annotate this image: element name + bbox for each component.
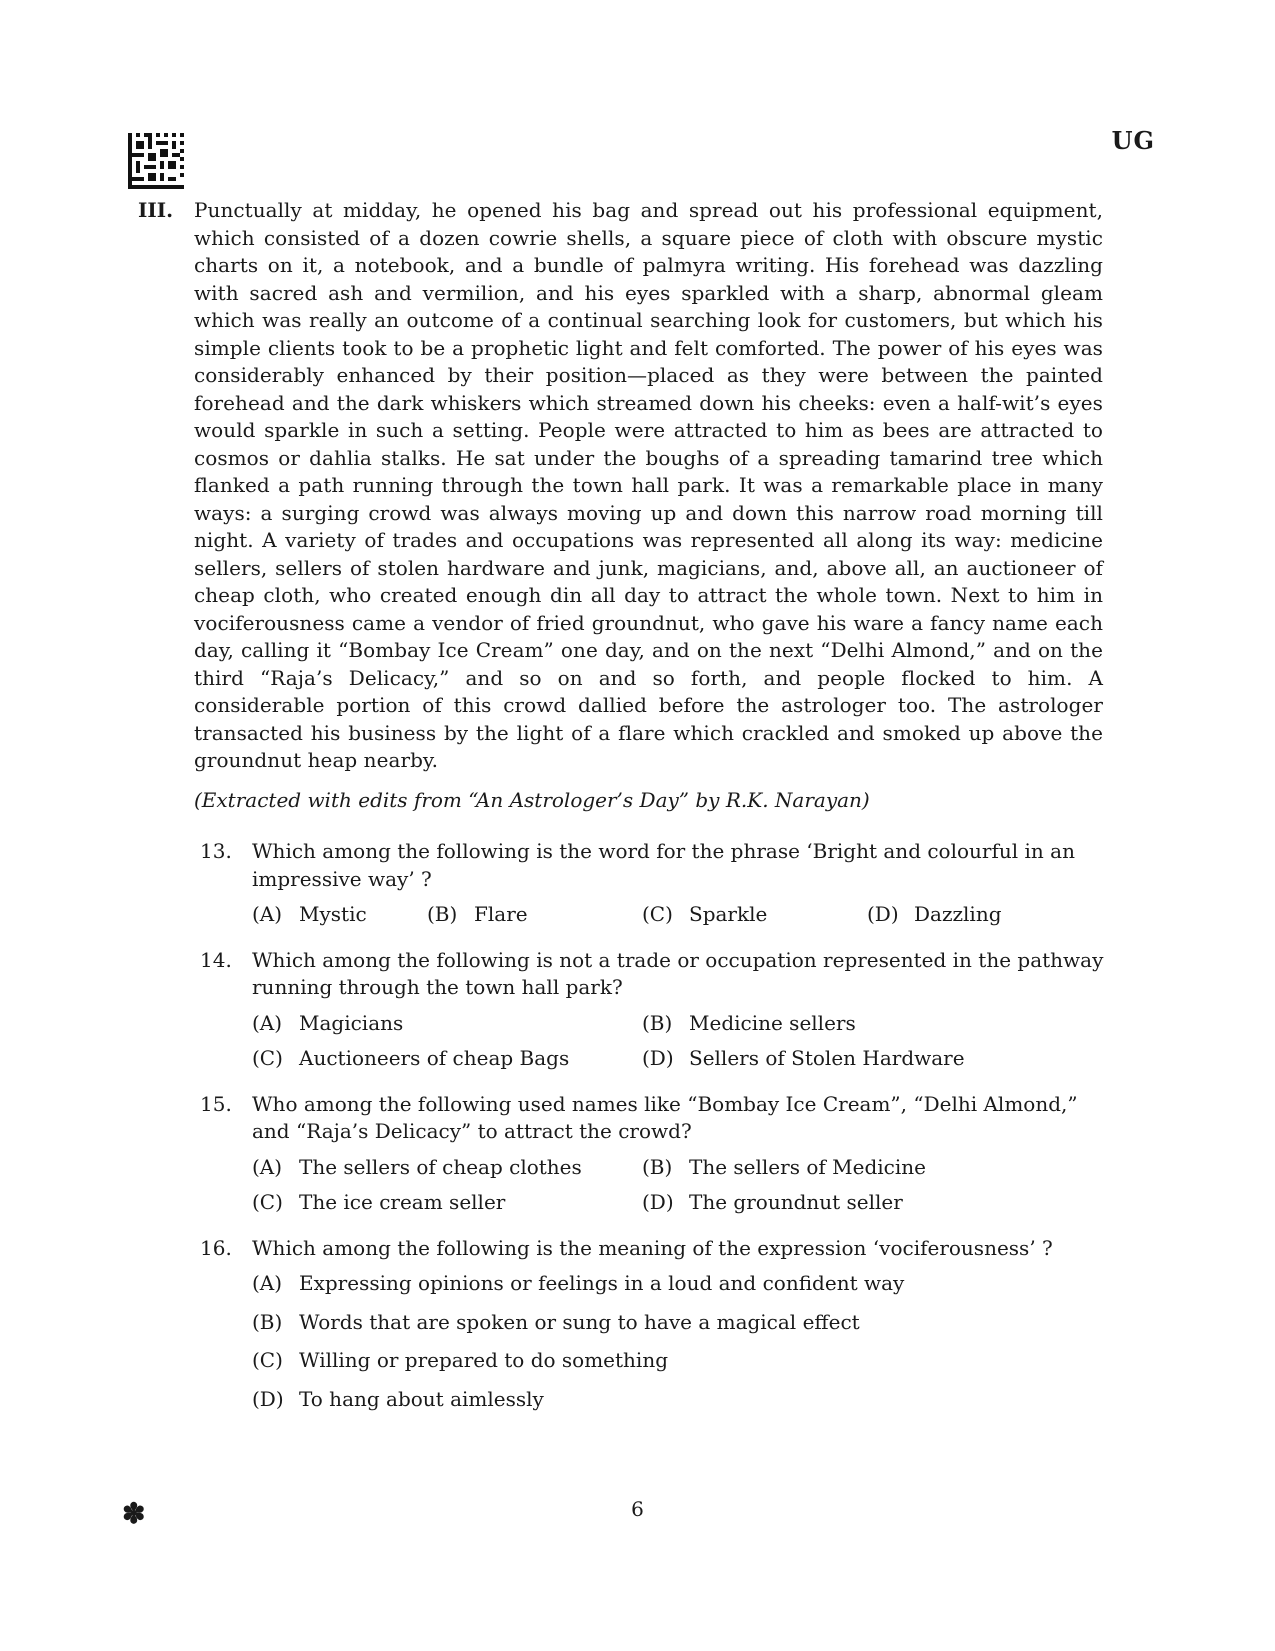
question-number: 13. (200, 839, 232, 863)
option-text: Words that are spoken or sung to have a magical effect (299, 1309, 860, 1334)
option-text: The sellers of Medicine (689, 1154, 926, 1179)
option-label: (B) (252, 1309, 283, 1334)
option-label: (C) (252, 1046, 283, 1070)
question-number: 16. (200, 1235, 232, 1260)
option-c[interactable] (642, 901, 867, 929)
option-text: The sellers of cheap clothes (299, 1154, 582, 1179)
page-number: 6 (631, 1497, 644, 1521)
question-text: Which among the following is the meaning of the expression ‘vociferousness’ ? (252, 1235, 1053, 1260)
option-d[interactable] (642, 1045, 1032, 1073)
option-label: (B) (427, 902, 458, 926)
option-b[interactable] (427, 901, 642, 929)
option-text: Expressing opinions or feelings in a loud and confident way (299, 1271, 905, 1295)
section-number: III. (138, 198, 174, 222)
option-text: To hang about aimlessly (299, 1386, 544, 1411)
option-text: Mystic (299, 902, 367, 926)
option-label: (A) (252, 1010, 283, 1035)
option-c[interactable] (252, 1045, 642, 1073)
option-text: Magicians (299, 1010, 404, 1035)
option-d[interactable] (642, 1189, 1032, 1217)
option-label: (B) (642, 1010, 673, 1035)
option-text: Auctioneers of cheap Bags (299, 1046, 570, 1070)
passage-source: (Extracted with edits from “An Astrologer’s Day” by R.K. Narayan) (194, 787, 870, 812)
option-b[interactable] (252, 1309, 860, 1337)
question-text: Which among the following is not a trade or occupation represented in the pathway running through the town hall park? (252, 947, 1104, 999)
option-text: The ice cream seller (299, 1190, 506, 1214)
option-d[interactable] (252, 1386, 544, 1414)
option-c[interactable] (252, 1189, 642, 1217)
question-number: 15. (200, 1091, 232, 1116)
option-text: Flare (474, 902, 528, 926)
option-label: (D) (642, 1046, 674, 1070)
passage-text: Punctually at midday, he opened his bag and spread out his professional equipment, which consisted of a dozen cowrie shells, a square piece of cloth with obscure mystic charts on it, a notebook, and a bundle of palmyra writing. His forehead was dazzling with sacred ash and vermilion, and his eyes sparkled with a sharp, abnormal gleam which was really an outcome of a continual searching look for customers, but which his simple clients took to be a prophetic light and felt comforted. The power of his eyes was considerably enhanced by their position—placed as they were between the painted forehead and the dark whiskers which streamed down his cheeks: even a half-wit’s eyes would sparkle in such a setting. People were attracted to him as bees are attracted to cosmos or dahlia stalks. He sat under the boughs of a spreading tamarind tree which flanked a path running through the town hall park. It was a remarkable place in many ways: a surging crowd was always moving up and down this narrow road morning till night. A variety of trades and occupations was represented all along its way: medicine sellers, sellers of stolen hardware and junk, magicians, and, above all, an auctioneer of cheap cloth, who created enough din all day to attract the whole town. Next to him in vociferousness came a vendor of fried groundnut, who gave his ware a fancy name each day, calling it “Bombay Ice Cream” one day, and on the next “Delhi Almond,” and on the third “Raja’s Delicacy,” and so on and so forth, and people flocked to him. A considerable portion of this crowd dallied before the astrologer too. The astrologer transacted his business by the light of a flare which crackled and smoked up above the groundnut heap nearby. (194, 198, 1103, 772)
exam-code: UG (1111, 126, 1155, 155)
option-text: Sellers of Stolen Hardware (689, 1046, 965, 1070)
question-number: 14. (200, 947, 232, 972)
question-text: Which among the following is the word for the phrase ‘Bright and colourful in an impressive way’ ? (252, 839, 1075, 891)
option-c[interactable] (252, 1347, 668, 1375)
option-label: (C) (252, 1190, 283, 1214)
option-label: (C) (252, 1348, 283, 1372)
option-label: (D) (252, 1386, 284, 1411)
option-a[interactable] (252, 901, 427, 929)
reading-section (138, 197, 1103, 814)
option-d[interactable] (867, 901, 1067, 929)
star-icon: ✽ (122, 1497, 146, 1530)
question-15 (200, 1091, 1105, 1217)
question-13 (200, 838, 1105, 929)
option-text: Medicine sellers (689, 1010, 856, 1035)
option-text: Sparkle (689, 902, 768, 926)
option-a[interactable] (252, 1154, 642, 1182)
option-label: (A) (252, 1271, 283, 1295)
option-text: The groundnut seller (689, 1190, 903, 1214)
option-a[interactable] (252, 1010, 642, 1038)
option-label: (D) (642, 1190, 674, 1214)
option-a[interactable] (252, 1270, 904, 1298)
option-label: (B) (642, 1154, 673, 1179)
question-list (200, 838, 1105, 1431)
option-text: Dazzling (914, 902, 1002, 926)
option-b[interactable] (642, 1010, 1032, 1038)
option-b[interactable] (642, 1154, 1032, 1182)
option-label: (A) (252, 1154, 283, 1179)
option-text: Willing or prepared to do something (299, 1348, 669, 1372)
question-14 (200, 947, 1105, 1073)
option-label: (C) (642, 902, 673, 926)
option-label: (D) (867, 902, 899, 926)
question-16 (200, 1235, 1105, 1414)
option-label: (A) (252, 902, 283, 926)
question-text: Who among the following used names like “Bombay Ice Cream”, “Delhi Almond,” and “Raja’s Delicacy” to attract the crowd? (252, 1091, 1078, 1143)
datamatrix-barcode-icon (128, 133, 184, 189)
